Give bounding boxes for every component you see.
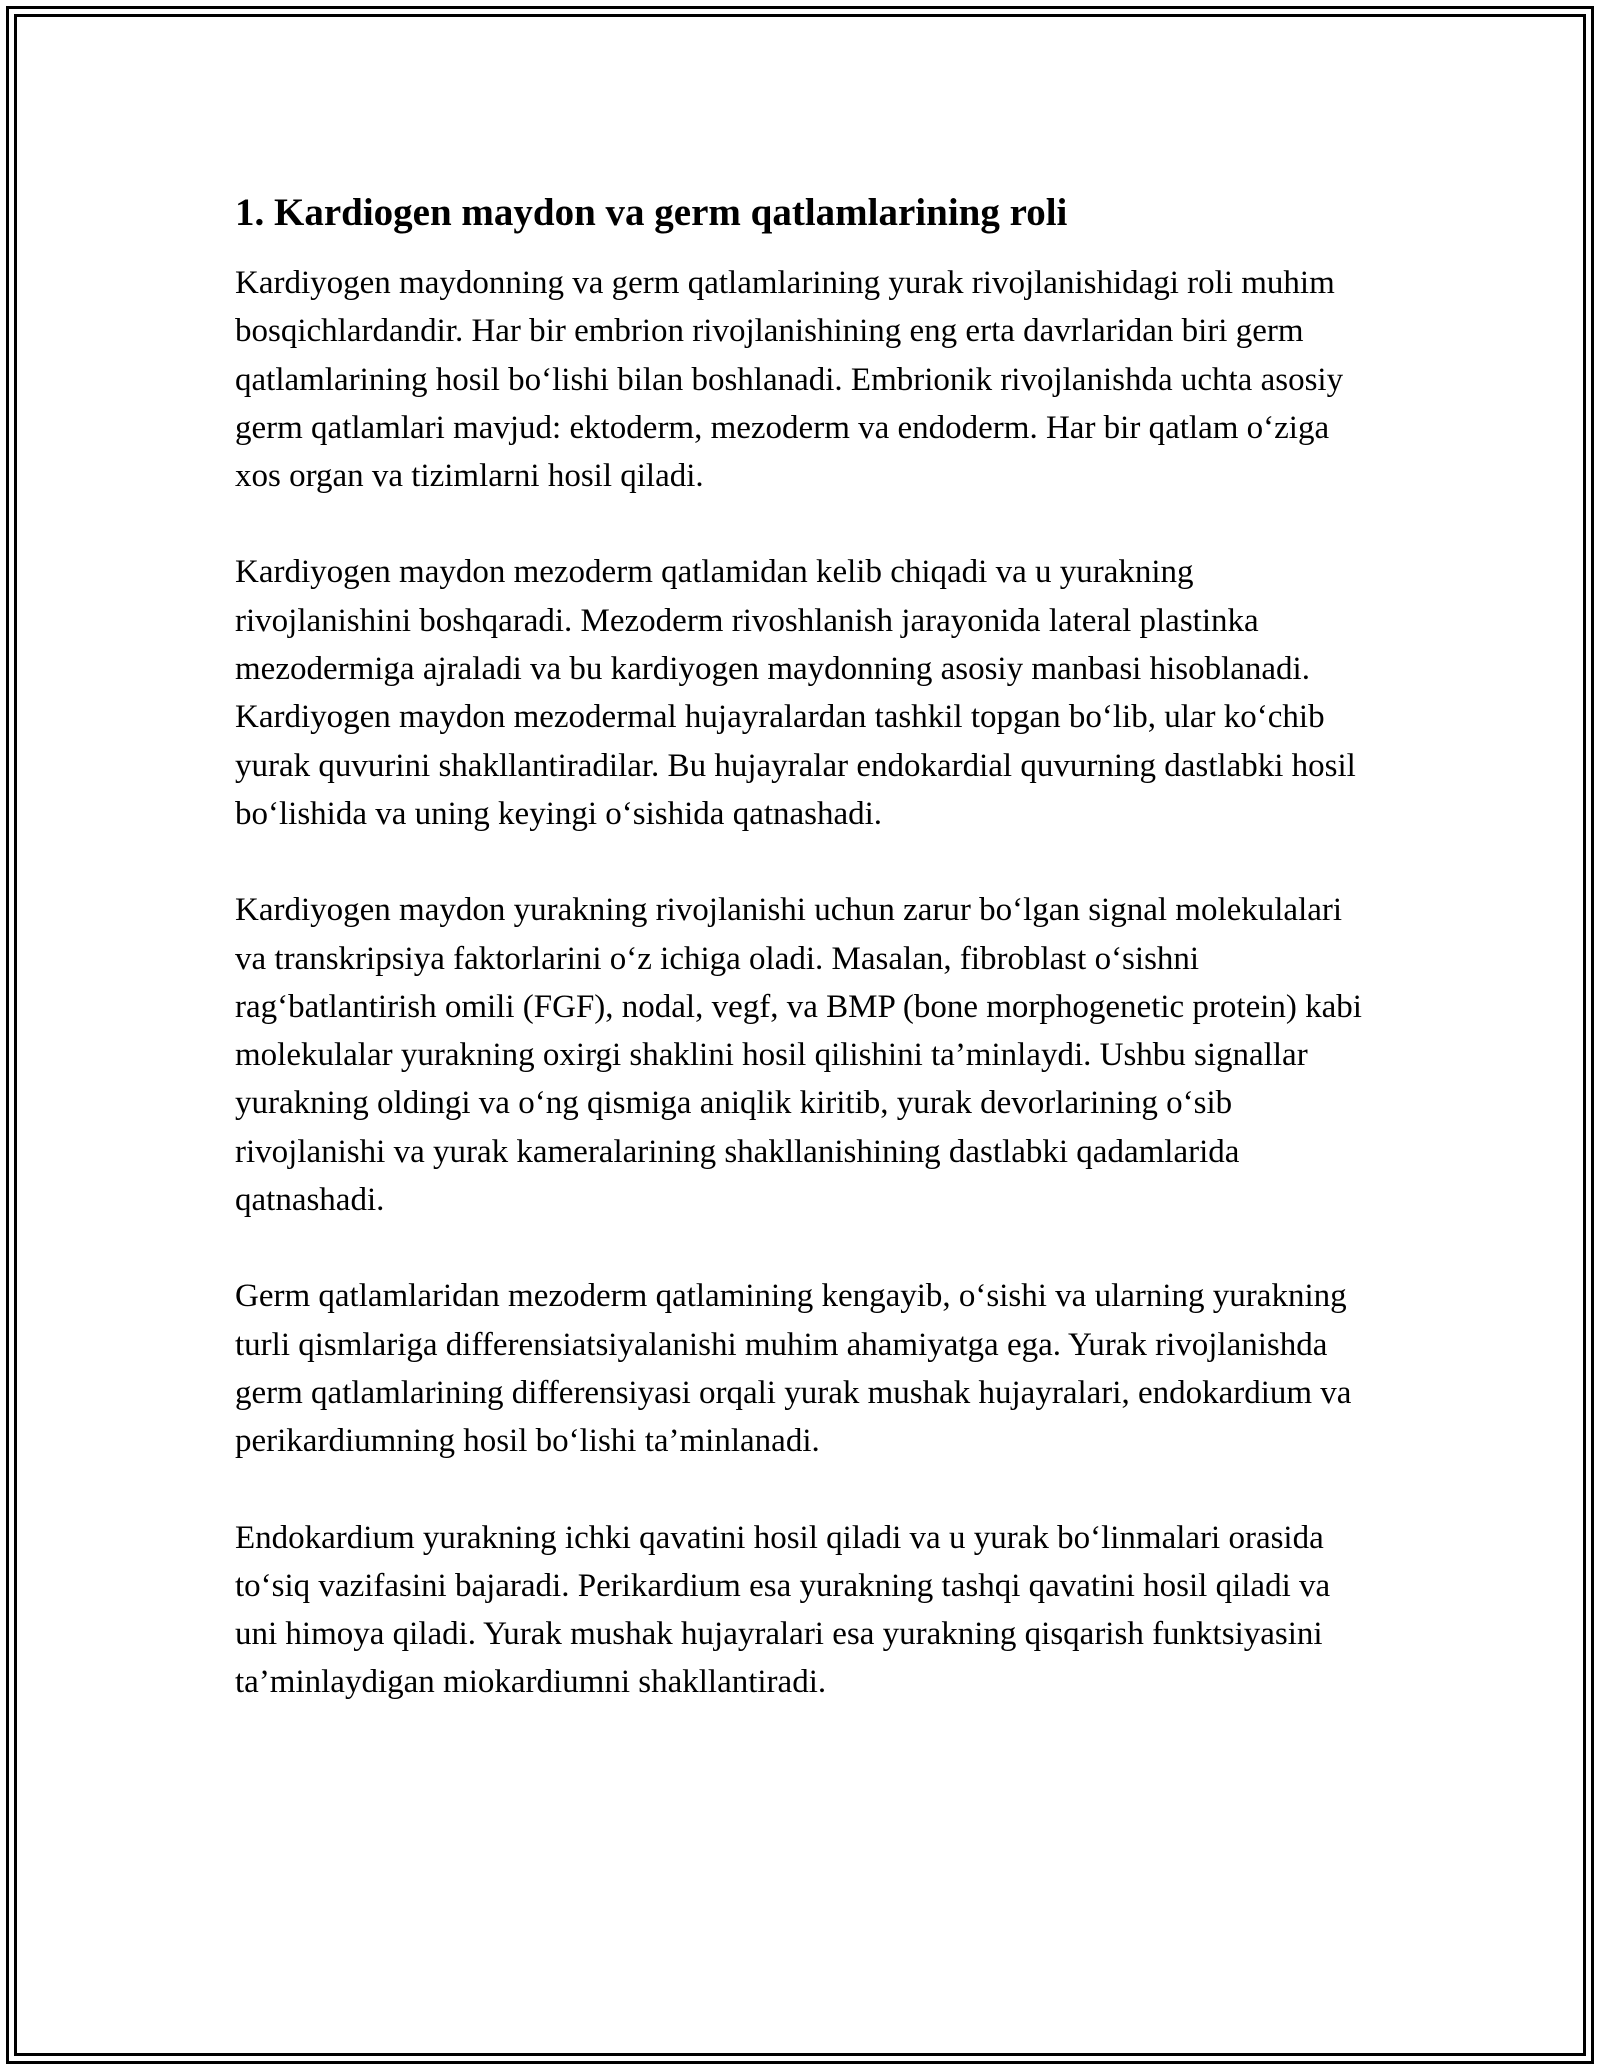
paragraph-mesoderm-differentiation: Germ qatlamlaridan mezoderm qatlamining kengayib, o‘sishi va ularning yurakning turli qismlariga differensiatsiyalanishi muhim ahamiyatga ega. Yurak rivojlanishda germ qatlamlarining differensiyasi orqali yurak mushak hujayralari, endokardium va perikardiumning hosil bo‘lishi ta’minlanadi. bbox=[235, 1278, 1352, 1460]
document-body bbox=[235, 187, 1375, 1755]
paragraph-signal-molecules: Kardiyogen maydon yurakning rivojlanishi uchun zarur bo‘lgan signal molekulalari va transkripsiya faktorlarini o‘z ichiga oladi. Masalan, fibroblast o‘sishni rag‘batlantirish omili (FGF), nodal, vegf, va BMP (bone morphogenetic protein) kabi molekulalar yurakning oxirgi shaklini hosil qilishini ta’minlaydi. Ushbu signallar yurakning oldingi va o‘ng qismiga aniqlik kiritib, yurak devorlarining o‘sib rivojlanishi va yurak kameralarining shakllanishining dastlabki qadamlarida qatnashadi. bbox=[235, 892, 1362, 1219]
paragraph-cardiogenic-field-origin: Kardiyogen maydon mezoderm qatlamidan kelib chiqadi va u yurakning rivojlanishini boshqaradi. Mezoderm rivoshlanish jarayonida lateral plastinka mezodermiga ajraladi va bu kardiyogen maydonning asosiy manbasi hisoblanadi. Kardiyogen maydon mezodermal hujayralardan tashkil topgan bo‘lib, ular ko‘chib yurak quvurini shakllantiradilar. Bu hujayralar endokardial quvurning dastlabki hosil bo‘lishida va uning keyingi o‘sishida qatnashadi. bbox=[235, 554, 1356, 832]
section-heading: 1. Kardiogen maydon va germ qatlamlarining roli bbox=[235, 191, 1068, 234]
paragraph-germ-layers: Kardiyogen maydonning va germ qatlamlarining yurak rivojlanishidagi roli muhim bosqichlardandir. Har bir embrion rivojlanishining eng erta davrlaridan biri germ qatlamlarining hosil bo‘lishi bilan boshlanadi. Embrionik rivojlanishda uchta asosiy germ qatlamlari mavjud: ektoderm, mezoderm va endoderm. Har bir qatlam o‘ziga xos organ va tizimlarni hosil qiladi. bbox=[235, 265, 1344, 495]
paragraph-heart-layers: Endokardium yurakning ichki qavatini hosil qiladi va u yurak bo‘linmalari orasida to‘siq vazifasini bajaradi. Perikardium esa yurakning tashqi qavatini hosil qiladi va uni himoya qiladi. Yurak mushak hujayralari esa yurakning qisqarish funktsiyasini ta’minlaydigan miokardiumni shakllantiradi. bbox=[235, 1519, 1331, 1701]
